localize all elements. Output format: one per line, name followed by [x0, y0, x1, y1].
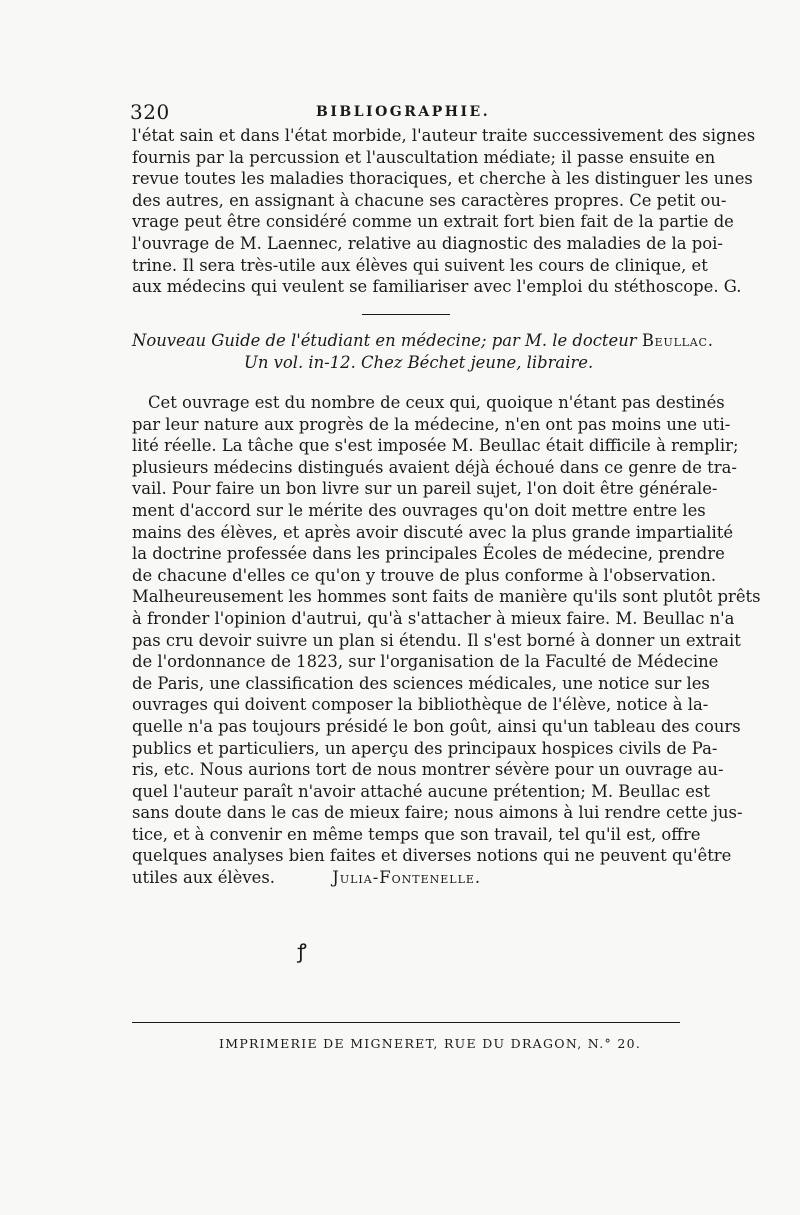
text-line: pas cru devoir suivre un plan si étendu. Il s'est borné à donner un extrait: [132, 630, 741, 650]
ornament: ꝭ: [297, 939, 307, 963]
text-line: aux médecins qui veulent se familiariser avec l'emploi du stéthoscope. G.: [132, 277, 742, 297]
section-stethoscope-review: [132, 125, 756, 298]
text-line: Malheureusement les hommes sont faits de manière qu'ils sont plutôt prêts: [132, 587, 761, 607]
section-guide-review: [132, 392, 761, 889]
text-line: publics et particuliers, un aperçu des principaux hospices civils de Pa-: [132, 738, 718, 758]
footer-rule: [132, 1022, 680, 1023]
text-line: des autres, en assignant à chacune ses caractères propres. Ce petit ou-: [132, 190, 727, 210]
running-head: BIBLIOGRAPHIE.: [316, 104, 491, 120]
text-line: Cet ouvrage est du nombre de ceux qui, quoique n'étant pas destinés: [148, 393, 725, 412]
text-line: fournis par la percussion et l'auscultation médiate; il passe ensuite en: [132, 147, 716, 167]
book-publication: Un vol. in-12. Chez Béchet jeune, libraire.: [244, 353, 594, 372]
text-line: quel l'auteur paraît n'avoir attaché aucune prétention; M. Beullac est: [132, 781, 710, 801]
text-line: quelle n'a pas toujours présidé le bon goût, ainsi qu'un tableau des cours: [132, 716, 741, 736]
printer-imprint: IMPRIMERIE DE MIGNERET, RUE DU DRAGON, N.° 20.: [219, 1036, 642, 1051]
text-line: l'état sain et dans l'état morbide, l'auteur traite successivement des signes: [132, 126, 756, 145]
text-line: de Paris, une classification des sciences médicales, une notice sur les: [132, 673, 710, 693]
page-number: 320: [130, 100, 170, 124]
text-line: l'ouvrage de M. Laennec, relative au diagnostic des maladies de la poi-: [132, 233, 723, 253]
text-line: mains des élèves, et après avoir discuté avec la plus grande impartialité: [132, 522, 734, 542]
text-line: ouvrages qui doivent composer la bibliothèque de l'élève, notice à la-: [132, 695, 709, 715]
section-divider: [362, 314, 450, 315]
text-line: la doctrine professée dans les principales Écoles de médecine, prendre: [132, 544, 725, 564]
text-line: sans doute dans le cas de mieux faire; nous aimons à lui rendre cette jus-: [132, 803, 743, 823]
book-author: Beullac.: [641, 331, 714, 350]
signature: Julia-Fontenelle.: [332, 868, 482, 888]
page-header: [130, 100, 690, 126]
review-heading: [132, 330, 714, 374]
text-line: lité réelle. La tâche que s'est imposée M. Beullac était difficile à remplir;: [132, 436, 739, 456]
text-line: à fronder l'opinion d'autrui, qu'à s'attacher à mieux faire. M. Beullac n'a: [132, 608, 735, 628]
text-line: trine. Il sera très-utile aux élèves qui suivent les cours de clinique, et: [132, 255, 708, 275]
text-line: de chacune d'elles ce qu'on y trouve de plus conforme à l'observation.: [132, 565, 717, 585]
text-line: ment d'accord sur le mérite des ouvrages qu'on doit mettre entre les: [132, 500, 706, 520]
text-line: ris, etc. Nous aurions tort de nous montrer sévère pour un ouvrage au-: [132, 760, 724, 780]
book-title: Nouveau Guide de l'étudiant en médecine; par M. le docteur: [132, 331, 637, 350]
text-line: quelques analyses bien faites et diverses notions qui ne peuvent qu'être: [132, 846, 732, 866]
text-line: de l'ordonnance de 1823, sur l'organisation de la Faculté de Médecine: [132, 652, 719, 672]
text-line: vrage peut être considéré comme un extrait fort bien fait de la partie de: [132, 212, 734, 232]
text-line: [132, 867, 680, 889]
closing-text: utiles aux élèves.: [132, 868, 275, 888]
text-line: revue toutes les maladies thoraciques, et cherche à les distinguer les unes: [132, 169, 753, 189]
text-line: vail. Pour faire un bon livre sur un pareil sujet, l'on doit être générale-: [132, 479, 718, 499]
text-line: tice, et à convenir en même temps que son travail, tel qu'il est, offre: [132, 824, 701, 844]
text-line: plusieurs médecins distingués avaient déjà échoué dans ce genre de tra-: [132, 457, 737, 477]
text-line: par leur nature aux progrès de la médecine, n'en ont pas moins une uti-: [132, 414, 731, 434]
